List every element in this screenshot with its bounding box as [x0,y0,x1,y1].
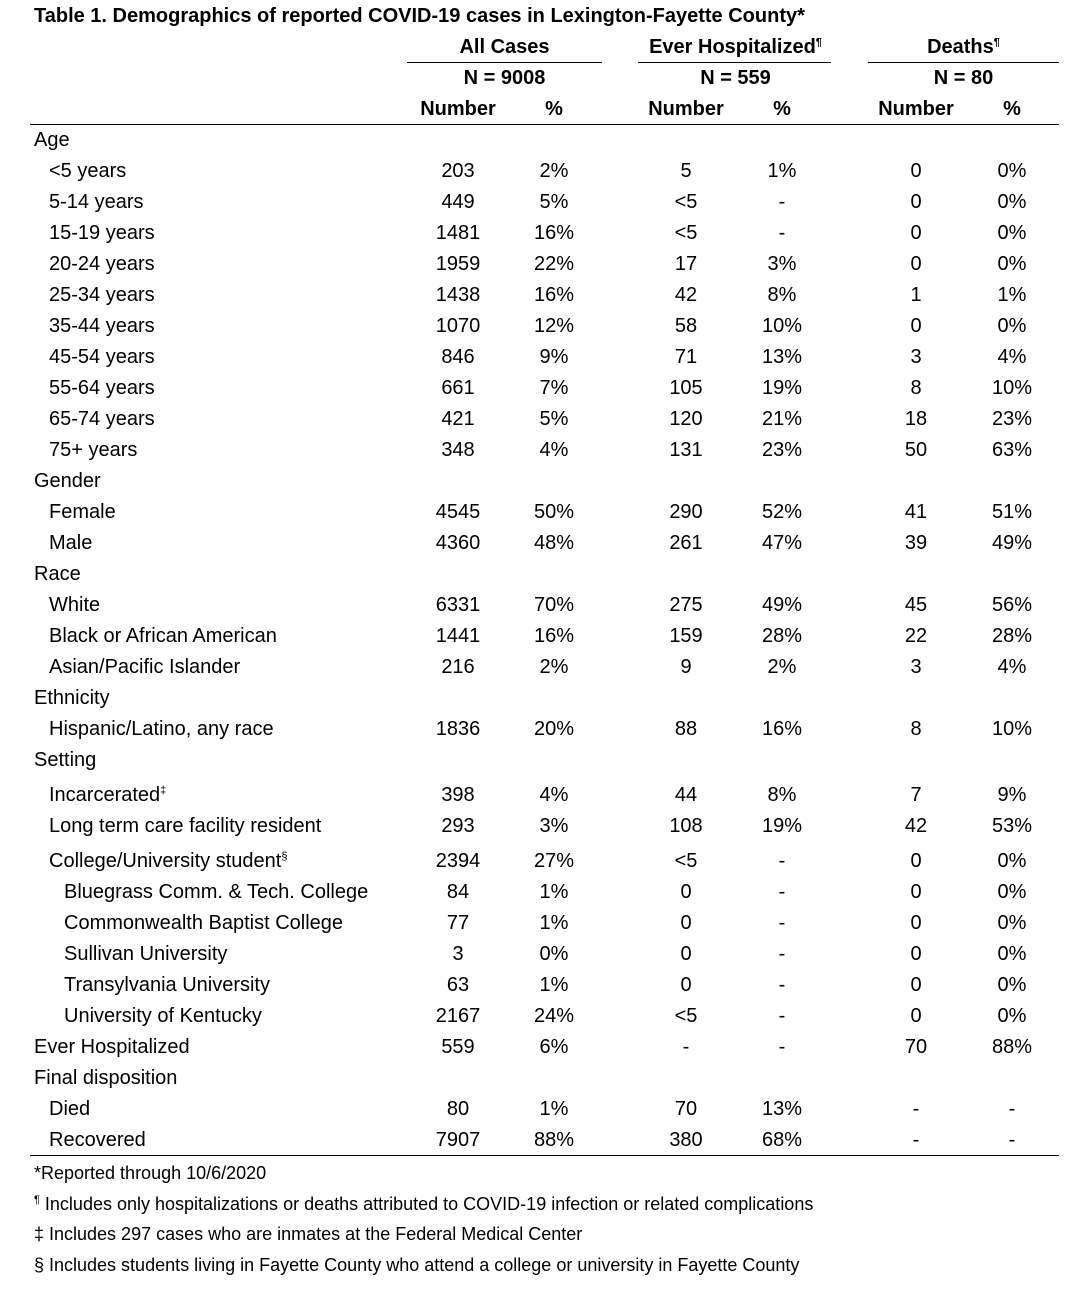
table-cell: 4% [997,346,1027,368]
table-cell: 1% [539,974,569,996]
table-cell: 10% [991,377,1033,399]
table-cell: - [778,1036,786,1058]
section-label: Race [34,563,81,585]
n-deaths: N = 80 [933,67,994,89]
table-cell: 27% [533,850,575,872]
row-label: 35-44 years [49,315,155,337]
table-row [0,251,1088,282]
table-cell: 0 [910,315,922,337]
table-cell: 846 [441,346,475,368]
section-label: Ethnicity [34,687,110,709]
table-cell: 120 [669,408,703,430]
row-label: Long term care facility resident [49,815,322,837]
table-cell: 17 [674,253,698,275]
group-name: All Cases [459,36,550,58]
table-cell: <5 [674,191,698,213]
table-cell: - [778,974,786,996]
table-cell: 0% [997,912,1027,934]
group-header-ever-hospitalized [638,36,833,59]
subheader-percent: % [773,98,791,120]
table-cell: 1438 [435,284,481,306]
table-cell: - [778,943,786,965]
table-row [0,220,1088,251]
table-cell: 68% [761,1129,803,1151]
table-cell: 1% [767,160,797,182]
table-cell: <5 [674,850,698,872]
footnote-mark: § [281,850,288,863]
table-cell: 4545 [435,501,481,523]
group-underline [638,62,831,63]
footnotes [34,1162,1074,1284]
table-cell: 16% [761,718,803,740]
table-cell: 0% [997,1005,1027,1027]
table-cell: 1959 [435,253,481,275]
table-cell: 23% [761,439,803,461]
table-cell: 24% [533,1005,575,1027]
table-cell: 12% [533,315,575,337]
table-cell: 16% [533,625,575,647]
group-mark: ¶ [993,36,1000,49]
table-cell: 80 [446,1098,470,1120]
table-cell: 1% [997,284,1027,306]
table-cell: 0 [910,191,922,213]
table-cell: 70 [904,1036,928,1058]
table-cell: 2% [539,160,569,182]
table-cell: 0 [910,1005,922,1027]
table-cell: 105 [669,377,703,399]
table-cell: 4360 [435,532,481,554]
table-row [0,1034,1088,1065]
table-row [0,685,1088,716]
row-label: Asian/Pacific Islander [49,656,241,678]
table-cell: 23% [991,408,1033,430]
table-cell: 3% [539,815,569,837]
table-cell: 3 [910,656,922,678]
table-cell: 293 [441,815,475,837]
table-cell: 28% [761,625,803,647]
table-cell: 1836 [435,718,481,740]
row-label: Female [49,501,116,523]
table-cell: 1 [910,284,922,306]
table-cell: - [778,222,786,244]
subheader-number: Number [878,98,954,120]
table-cell: 53% [991,815,1033,837]
table-cell: 19% [761,377,803,399]
group-name: Deaths [927,36,994,58]
table-cell: 290 [669,501,703,523]
table-row [0,654,1088,685]
table-row [0,158,1088,189]
table-cell: 22 [904,625,928,647]
table-row [0,844,1088,879]
table-body [0,127,1088,1158]
table-cell: - [912,1098,920,1120]
subheader-number: Number [648,98,724,120]
table-cell: 5% [539,191,569,213]
table-row [0,910,1088,941]
table-cell: 0 [910,943,922,965]
row-label: 65-74 years [49,408,155,430]
table-cell: 42 [904,815,928,837]
row-label: White [49,594,101,616]
section-label: Gender [34,470,101,492]
table-cell: 1% [539,912,569,934]
table-cell: 0 [910,850,922,872]
table-cell: 77 [446,912,470,934]
table-cell: - [778,912,786,934]
table-cell: 0 [680,881,692,903]
table-cell: 0 [910,881,922,903]
table-cell: 108 [669,815,703,837]
table-cell: 0 [910,912,922,934]
table-cell: 2% [539,656,569,678]
table-cell: 1070 [435,315,481,337]
table-cell: 1441 [435,625,481,647]
row-label: 5-14 years [49,191,144,213]
table-row [0,344,1088,375]
table-cell: 41 [904,501,928,523]
table-cell: 4% [997,656,1027,678]
table-cell: 4% [539,439,569,461]
group-underline [868,62,1059,63]
table-cell: 5% [539,408,569,430]
table-cell: 52% [761,501,803,523]
table-cell: 8 [910,718,922,740]
table-cell: 7907 [435,1129,481,1151]
row-label: College/University student§ [49,850,288,872]
table-cell: 50 [904,439,928,461]
table-cell: 70% [533,594,575,616]
table-cell: 51% [991,501,1033,523]
table-cell: 70 [674,1098,698,1120]
row-label: Recovered [49,1129,146,1151]
table-cell: <5 [674,222,698,244]
table-row [0,530,1088,561]
row-label: Commonwealth Baptist College [64,912,344,934]
table-row [0,747,1088,778]
table-cell: 0% [997,160,1027,182]
table-cell: 0% [997,850,1027,872]
table-cell: - [778,850,786,872]
row-label: Hispanic/Latino, any race [49,718,274,740]
row-label: 45-54 years [49,346,155,368]
footnote: ‡ Includes 297 cases who are inmates at the Federal Medical Center [34,1224,583,1244]
table-cell: - [778,1005,786,1027]
group-underline [407,62,602,63]
table-cell: 13% [761,346,803,368]
table-row [0,1065,1088,1096]
row-label: 75+ years [49,439,138,461]
table-cell: 216 [441,656,475,678]
table-row [0,592,1088,623]
table-row [0,189,1088,220]
table-cell: 0 [910,160,922,182]
table-cell: 44 [674,784,698,806]
table-cell: 1% [539,881,569,903]
bottom-rule [30,1155,1059,1156]
footnote-mark: ‡ [160,784,167,797]
table-cell: 0 [910,222,922,244]
table-cell: 42 [674,284,698,306]
table-cell: 16% [533,284,575,306]
table-cell: 16% [533,222,575,244]
table-cell: 0% [997,315,1027,337]
table-cell: 0% [997,191,1027,213]
row-label: 55-64 years [49,377,155,399]
table-cell: 10% [991,718,1033,740]
subheader-number: Number [420,98,496,120]
table-cell: 9% [997,784,1027,806]
table-cell: 0 [910,253,922,275]
table-cell: 8% [767,784,797,806]
table-cell: <5 [674,1005,698,1027]
row-label: Sullivan University [64,943,228,965]
table-cell: 421 [441,408,475,430]
table-cell: 84 [446,881,470,903]
row-label: Incarcerated‡ [49,784,167,806]
table-cell: 0% [997,881,1027,903]
table-cell: 0% [539,943,569,965]
table-cell: 88 [674,718,698,740]
table-row [0,406,1088,437]
table-cell: 0 [680,943,692,965]
table-cell: 56% [991,594,1033,616]
table-row [0,1127,1088,1158]
table-cell: 2394 [435,850,481,872]
footnote: § Includes students living in Fayette County who attend a college or university in Fayette County [34,1254,800,1275]
row-label: Died [49,1098,91,1120]
n-ever-hospitalized: N = 559 [700,67,771,89]
table-cell: 4% [539,784,569,806]
table-cell: 348 [441,439,475,461]
table-cell: 159 [669,625,703,647]
table-cell: 8 [910,377,922,399]
row-label: Male [49,532,93,554]
table-cell: 0% [997,974,1027,996]
row-label: 25-34 years [49,284,155,306]
table-cell: - [1008,1098,1016,1120]
table-cell: 22% [533,253,575,275]
table-cell: 71 [674,346,698,368]
row-label: 15-19 years [49,222,155,244]
table-cell: 88% [533,1129,575,1151]
table-cell: 7 [910,784,922,806]
table-cell: 48% [533,532,575,554]
table-cell: 39 [904,532,928,554]
table-cell: 0% [997,253,1027,275]
table-cell: 50% [533,501,575,523]
group-mark: ¶ [815,36,822,49]
table-cell: 559 [441,1036,475,1058]
table-cell: 0 [910,974,922,996]
table-cell: - [778,191,786,213]
table-row [0,127,1088,158]
table-row [0,561,1088,592]
table-cell: 0 [680,912,692,934]
table-cell: 0% [997,222,1027,244]
table-cell: 398 [441,784,475,806]
row-label: <5 years [49,160,127,182]
table-row [0,879,1088,910]
table-cell: - [912,1129,920,1151]
group-header-deaths [866,36,1061,59]
table-row [0,499,1088,530]
subheader-percent: % [545,98,563,120]
table-row [0,941,1088,972]
group-header-all-cases [407,36,602,59]
table-cell: 88% [991,1036,1033,1058]
subheader-percent: % [1003,98,1021,120]
group-name: Ever Hospitalized [649,36,816,58]
table-cell: 3 [910,346,922,368]
table-row [0,1096,1088,1127]
table-cell: 63 [446,974,470,996]
table-row [0,375,1088,406]
table-cell: 449 [441,191,475,213]
table-cell: 261 [669,532,703,554]
table-cell: - [682,1036,690,1058]
table-row [0,1003,1088,1034]
table-row [0,282,1088,313]
table-cell: 2167 [435,1005,481,1027]
header-rule [30,124,1059,125]
table-row [0,468,1088,499]
table-cell: 661 [441,377,475,399]
n-all-cases: N = 9008 [463,67,546,89]
table-cell: 6331 [435,594,481,616]
footnote: *Reported through 10/6/2020 [34,1163,267,1183]
table-row [0,778,1088,813]
table-cell: 8% [767,284,797,306]
table-cell: 380 [669,1129,703,1151]
table-cell: 1% [539,1098,569,1120]
table-cell: 1481 [435,222,481,244]
section-label: Final disposition [34,1067,178,1089]
table-cell: 13% [761,1098,803,1120]
row-label: Transylvania University [64,974,270,996]
section-label: Setting [34,749,97,771]
table-row [0,716,1088,747]
row-label: Black or African American [49,625,277,647]
table-cell: 7% [539,377,569,399]
table-cell: 9 [680,656,692,678]
table-cell: 203 [441,160,475,182]
table-title: Table 1. Demographics of reported COVID-19 cases in Lexington-Fayette County* [34,5,805,27]
row-label: University of Kentucky [64,1005,262,1027]
row-label: 20-24 years [49,253,155,275]
row-label: Bluegrass Comm. & Tech. College [64,881,369,903]
table-cell: 18 [904,408,928,430]
table-cell: 49% [991,532,1033,554]
table-cell: 45 [904,594,928,616]
table-cell: 131 [669,439,703,461]
table-cell: 20% [533,718,575,740]
table-cell: 28% [991,625,1033,647]
table-cell: 63% [991,439,1033,461]
table-row [0,437,1088,468]
table-cell: 21% [761,408,803,430]
table-cell: 9% [539,346,569,368]
table-cell: 0% [997,943,1027,965]
footnote: ¶ Includes only hospitalizations or deaths attributed to COVID-19 infection or related complications [34,1193,814,1214]
table-cell: 2% [767,656,797,678]
table-cell: 47% [761,532,803,554]
table-cell: 3% [767,253,797,275]
table-row [0,623,1088,654]
table-cell: - [1008,1129,1016,1151]
table-cell: 6% [539,1036,569,1058]
table-cell: 19% [761,815,803,837]
section-label: Age [34,129,70,151]
table-cell: 49% [761,594,803,616]
table-row [0,313,1088,344]
table-row [0,972,1088,1003]
section-label: Ever Hospitalized [34,1036,190,1058]
table-cell: 0 [680,974,692,996]
table-cell: 5 [680,160,692,182]
table-row [0,813,1088,844]
table-cell: 275 [669,594,703,616]
table-cell: 3 [452,943,464,965]
table-cell: - [778,881,786,903]
table-cell: 10% [761,315,803,337]
table-cell: 58 [674,315,698,337]
